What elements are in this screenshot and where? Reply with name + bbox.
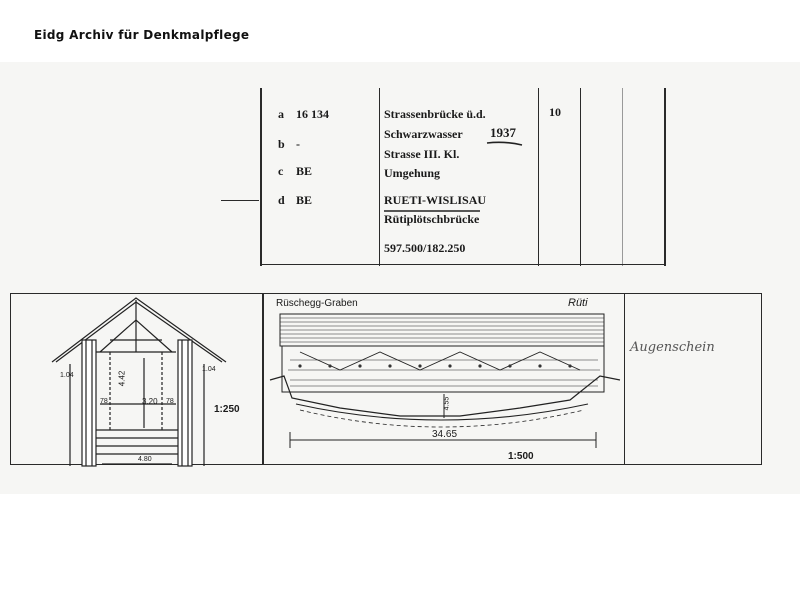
bridge-span: 34.65 bbox=[432, 429, 458, 440]
dim-side-right: 78 bbox=[166, 398, 174, 405]
construction-year: 1937 bbox=[490, 125, 516, 140]
description-line: Umgehung bbox=[384, 166, 441, 180]
dim-eave-left: 1.04 bbox=[60, 372, 74, 379]
dim-clearance: 4.55 bbox=[443, 396, 451, 411]
description-line: Schwarzwasser bbox=[384, 127, 463, 141]
row-letter: b bbox=[278, 137, 285, 151]
handwritten-note: Augenschein bbox=[630, 340, 715, 355]
row-letter: c bbox=[278, 164, 284, 178]
dim-base: 4.80 bbox=[138, 456, 152, 463]
archive-header: Eidg Archiv für Denkmalpflege bbox=[34, 28, 250, 42]
elevation-scale: 1:500 bbox=[508, 451, 534, 462]
description-line: Strasse III. Kl. bbox=[384, 147, 460, 161]
dim-eave-right: 1.04 bbox=[202, 366, 216, 373]
dim-inner-width: 3.20 bbox=[142, 397, 158, 406]
left-bank-label: Rüschegg-Graben bbox=[276, 298, 358, 309]
row-code: BE bbox=[296, 164, 313, 178]
row-code: 16 134 bbox=[296, 107, 329, 121]
coordinates: 597.500/182.250 bbox=[384, 241, 466, 255]
card-number: 10 bbox=[549, 105, 561, 119]
right-bank-label: Rüti bbox=[568, 297, 588, 309]
bridge-name: Rütiplötschbrücke bbox=[384, 212, 480, 226]
dim-side-left: 78 bbox=[100, 398, 108, 405]
dim-height: 4.42 bbox=[117, 370, 127, 387]
row-letter: d bbox=[278, 193, 285, 207]
row-code: BE bbox=[296, 193, 313, 207]
description-line: Strassenbrücke ü.d. bbox=[384, 107, 486, 121]
place-name: RUETI-WISLISAU bbox=[384, 193, 487, 207]
row-code: - bbox=[296, 137, 300, 151]
section-scale: 1:250 bbox=[214, 404, 240, 415]
row-letter: a bbox=[278, 107, 284, 121]
